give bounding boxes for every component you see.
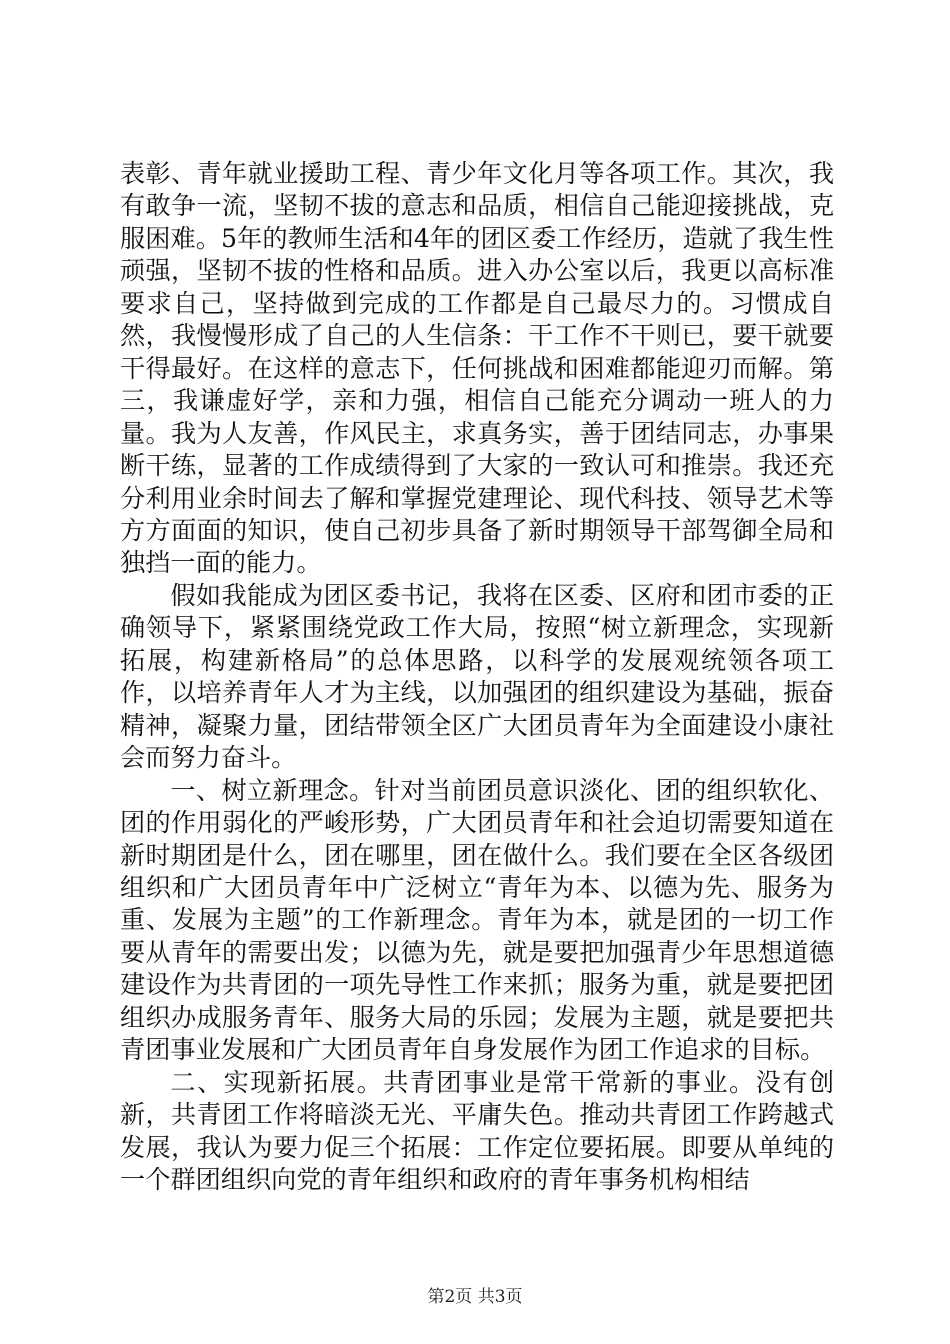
paragraph-2: 假如我能成为团区委书记，我将在区委、区府和团市委的正确领导下，紧紧围绕党政工作大局，按照“树立新理念，实现新拓展，构建新格局”的总体思路，以科学的发展观统领各项工作，以培养青年人才为主线，以加强团的组织建设为基础，振奋精神，凝聚力量，团结带领全区广大团员青年为全面建设小康社会而努力奋斗。 bbox=[120, 580, 834, 773]
paragraph-1: 表彰、青年就业援助工程、青少年文化月等各项工作。其次，我有敢争一流，坚韧不拔的意志和品质，相信自己能迎接挑战，克服困难。5年的教师生活和4年的团区委工作经历，造就了我生性顽强，坚韧不拔的性格和品质。进入办公室以后，我更以高标准要求自己，坚持做到完成的工作都是自己最尽力的。习惯成自然，我慢慢形成了自己的人生信条：干工作不干则已，要干就要干得最好。在这样的意志下，任何挑战和困难都能迎刃而解。第三，我谦虚好学，亲和力强，相信自己能充分调动一班人的力量。我为人友善，作风民主，求真务实，善于团结同志，办事果断干练，显著的工作成绩得到了大家的一致认可和推崇。我还充分利用业余时间去了解和掌握党建理论、现代科技、领导艺术等方方面面的知识，使自己初步具备了新时期领导干部驾御全局和独挡一面的能力。 bbox=[120, 159, 834, 578]
paragraph-4: 二、实现新拓展。共青团事业是常干常新的事业。没有创新，共青团工作将暗淡无光、平庸失色。推动共青团工作跨越式发展，我认为要力促三个拓展：工作定位要拓展。即要从单纯的一个群团组织向党的青年组织和政府的青年事务机构相结 bbox=[120, 1067, 834, 1195]
paragraph-3: 一、树立新理念。针对当前团员意识淡化、团的组织软化、团的作用弱化的严峻形势，广大团员青年和社会迫切需要知道在新时期团是什么，团在哪里，团在做什么。我们要在全区各级团组织和广大团员青年中广泛树立“青年为本、以德为先、服务为重、发展为主题”的工作新理念。青年为本，就是团的一切工作要从青年的需要出发；以德为先，就是要把加强青少年思想道德建设作为共青团的一项先导性工作来抓；服务为重，就是要把团组织办成服务青年、服务大局的乐园；发展为主题，就是要把共青团事业发展和广大团员青年自身发展作为团工作追求的目标。 bbox=[120, 775, 834, 1065]
page-footer: 第2页 共3页 bbox=[427, 1287, 523, 1307]
document-body bbox=[120, 158, 834, 1197]
